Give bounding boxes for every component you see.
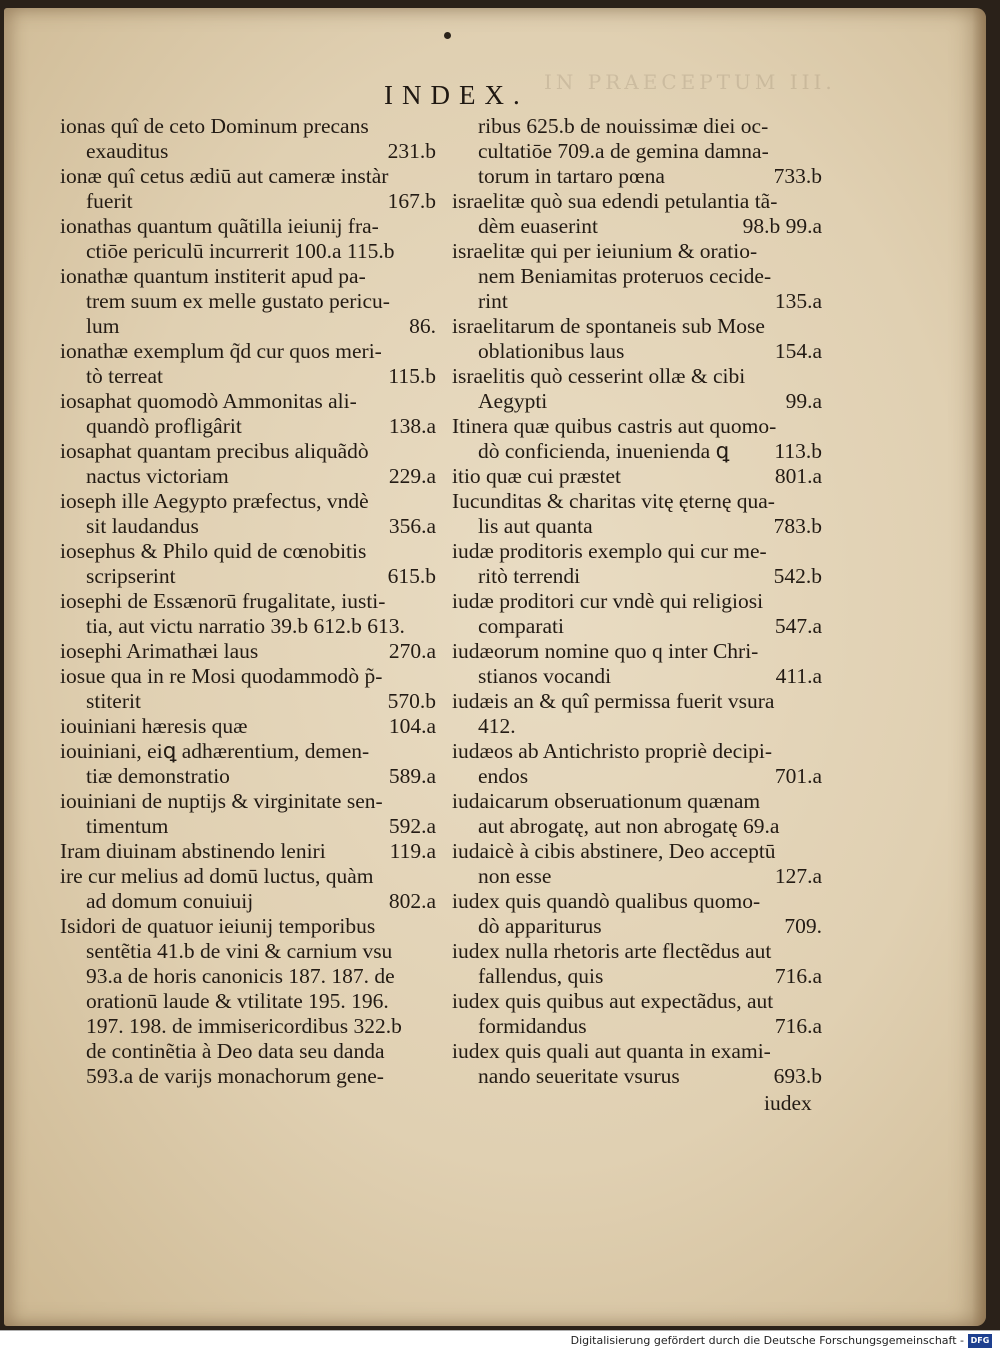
page-reference: 802.a bbox=[388, 889, 436, 913]
entry-text: scripserint bbox=[86, 564, 176, 588]
page-reference: 411.a bbox=[775, 664, 822, 688]
entry-text: iudæis an & quî permissa fuerit vsura bbox=[452, 689, 775, 713]
page-reference: 570.b bbox=[387, 689, 436, 713]
index-entry-line bbox=[452, 914, 822, 939]
index-entry-line bbox=[60, 439, 436, 464]
entry-text: Aegypti bbox=[478, 389, 548, 413]
entry-text: ionathas quantum quãtilla ieiunij fra- bbox=[60, 214, 379, 238]
entry-text: lum bbox=[86, 314, 120, 338]
index-entry-line bbox=[452, 589, 822, 614]
index-entry-line bbox=[452, 314, 822, 339]
catchword: iudex bbox=[764, 1091, 812, 1115]
entry-text: orationū laude & vtilitate 195. 196. bbox=[86, 989, 389, 1013]
page-reference: 701.a bbox=[774, 764, 822, 788]
entry-text: iosephus & Philo quid de cœnobitis bbox=[60, 539, 367, 563]
entry-text: sit laudandus bbox=[86, 514, 199, 538]
entry-text: cultatiōe 709.a de gemina damna- bbox=[478, 139, 769, 163]
page-reference: 542.b bbox=[773, 564, 822, 588]
book-page bbox=[4, 8, 986, 1326]
ornament-mark bbox=[444, 32, 451, 39]
entry-text: fallendus, quis bbox=[478, 964, 604, 988]
entry-text: israelitæ qui per ieiunium & oratio- bbox=[452, 239, 758, 263]
index-entry-line bbox=[60, 939, 436, 964]
index-entry-line bbox=[452, 514, 822, 539]
entry-text: tiæ demonstratio bbox=[86, 764, 230, 788]
page-reference: 783.b bbox=[773, 514, 822, 538]
index-entry-line bbox=[60, 864, 436, 889]
index-entry-line bbox=[60, 964, 436, 989]
entry-text: ritò terrendi bbox=[478, 564, 581, 588]
index-entry-line bbox=[452, 289, 822, 314]
entry-text: stiterit bbox=[86, 689, 141, 713]
index-entry-line bbox=[452, 764, 822, 789]
entry-text: Isidori de quatuor ieiunij temporibus bbox=[60, 914, 376, 938]
index-entry-line bbox=[60, 789, 436, 814]
entry-text: iudaicè à cibis abstinere, Deo acceptū bbox=[452, 839, 776, 863]
page-reference: 104.a bbox=[388, 714, 436, 738]
entry-text: rint bbox=[478, 289, 508, 313]
index-entry-line bbox=[60, 514, 436, 539]
entry-text: iudæ proditori cur vndè qui religiosi bbox=[452, 589, 764, 613]
entry-text: iudex nulla rhetoris arte flectẽdus aut bbox=[452, 939, 772, 963]
page-reference: 135.a bbox=[774, 289, 822, 313]
entry-text: iudex quis quali aut quanta in exami- bbox=[452, 1039, 771, 1063]
page-reference: 154.a bbox=[774, 339, 822, 363]
index-entry-line bbox=[452, 614, 822, 639]
index-entry-line bbox=[452, 1039, 822, 1064]
entry-text: iudex quis quandò qualibus quomo- bbox=[452, 889, 761, 913]
index-entry-line bbox=[60, 714, 436, 739]
index-entry-line bbox=[452, 1064, 822, 1089]
index-entry-line bbox=[452, 814, 822, 839]
index-entry-line bbox=[452, 939, 822, 964]
entry-text: israelitæ quò sua edendi petulantia tã- bbox=[452, 189, 778, 213]
entry-text: dò conficienda, inuenienda ꝗ bbox=[478, 439, 730, 463]
entry-text: ctiōe periculū incurrerit 100.a 115.b bbox=[86, 239, 395, 263]
index-entry-line bbox=[452, 1014, 822, 1039]
index-entry-line bbox=[60, 664, 436, 689]
page-reference: 589.a bbox=[388, 764, 436, 788]
index-entry-line bbox=[60, 1039, 436, 1064]
entry-text: iosaphat quantam precibus aliquãdò bbox=[60, 439, 369, 463]
index-entry-line bbox=[452, 664, 822, 689]
index-entry-line bbox=[60, 814, 436, 839]
entry-text: Itinera quæ quibus castris aut quomo- bbox=[452, 414, 777, 438]
index-entry-line bbox=[60, 689, 436, 714]
page-reference: 86. bbox=[409, 314, 436, 338]
dfg-logo: DFG bbox=[968, 1334, 992, 1348]
entry-text: dèm euaserint bbox=[478, 214, 598, 238]
index-entry-line bbox=[60, 489, 436, 514]
entry-text: iosaphat quomodò Ammonitas ali- bbox=[60, 389, 357, 413]
page-reference: 229.a bbox=[388, 464, 436, 488]
entry-text: tò terreat bbox=[86, 364, 163, 388]
page-reference: 119.a bbox=[389, 839, 436, 863]
index-entry-line bbox=[452, 264, 822, 289]
index-entry-line bbox=[60, 889, 436, 914]
index-entry-line bbox=[60, 1014, 436, 1039]
entry-text: ad domum conuiuij bbox=[86, 889, 254, 913]
entry-text: 593.a de varijs monachorum gene- bbox=[86, 1064, 384, 1088]
entry-text: torum in tartaro pœna bbox=[478, 164, 665, 188]
entry-text: ionathæ exemplum q̃d cur quos meri- bbox=[60, 339, 382, 363]
entry-text: non esse bbox=[478, 864, 552, 888]
index-entry-line bbox=[452, 439, 822, 464]
index-entry-line bbox=[452, 389, 822, 414]
entry-text: dò appariturus bbox=[478, 914, 602, 938]
running-head: INDEX. bbox=[384, 80, 529, 110]
entry-text: ionathæ quantum institerit apud pa- bbox=[60, 264, 366, 288]
entry-text: stianos vocandi bbox=[478, 664, 612, 688]
index-entry-line bbox=[60, 564, 436, 589]
index-entry-line bbox=[452, 564, 822, 589]
entry-text: endos bbox=[478, 764, 529, 788]
index-entry-line bbox=[60, 139, 436, 164]
page-reference: 138.a bbox=[388, 414, 436, 438]
entry-text: comparati bbox=[478, 614, 564, 638]
index-column-right bbox=[452, 114, 822, 1089]
entry-text: iudæ proditoris exemplo qui cur me- bbox=[452, 539, 767, 563]
page-reference: 98.b 99.a bbox=[742, 214, 822, 238]
index-entry-line bbox=[60, 464, 436, 489]
entry-text: iudæorum nomine quo q inter Chri- bbox=[452, 639, 759, 663]
entry-text: ionas quî de ceto Dominum precans bbox=[60, 114, 369, 138]
page-reference: 231.b bbox=[387, 139, 436, 163]
page-reference: 716.a bbox=[774, 1014, 822, 1038]
page-reference: 356.a bbox=[388, 514, 436, 538]
entry-text: itio quæ cui præstet bbox=[452, 464, 622, 488]
page-edge-shadow bbox=[972, 8, 986, 1326]
footer-credit: Digitalisierung gefördert durch die Deutsche Forschungsgemeinschaft - bbox=[570, 1334, 964, 1347]
entry-text: ioseph ille Aegypto præfectus, vndè bbox=[60, 489, 369, 513]
entry-text: israelitarum de spontaneis sub Mose bbox=[452, 314, 765, 338]
index-entry-line bbox=[452, 139, 822, 164]
entry-text: formidandus bbox=[478, 1014, 587, 1038]
entry-text: sentẽtia 41.b de vini & carnium vsu bbox=[86, 939, 393, 963]
index-entry-line bbox=[452, 464, 822, 489]
index-entry-line bbox=[452, 414, 822, 439]
entry-text: trem suum ex melle gustato pericu- bbox=[86, 289, 390, 313]
index-entry-line bbox=[60, 189, 436, 214]
page-reference: 615.b bbox=[387, 564, 436, 588]
entry-text: iudaicarum obseruationum quænam bbox=[452, 789, 761, 813]
page-reference: 693.b bbox=[773, 1064, 822, 1088]
bleed-through-heading: IN PRAECEPTUM III. bbox=[544, 70, 836, 94]
entry-text: 412. bbox=[478, 714, 516, 738]
index-entry-line bbox=[452, 489, 822, 514]
index-entry-line bbox=[60, 589, 436, 614]
entry-text: oblationibus laus bbox=[478, 339, 625, 363]
index-entry-line bbox=[60, 739, 436, 764]
index-entry-line bbox=[60, 414, 436, 439]
page-reference: 709. bbox=[784, 914, 822, 938]
index-entry-line bbox=[60, 364, 436, 389]
entry-text: lis aut quanta bbox=[478, 514, 593, 538]
index-entry-line bbox=[60, 989, 436, 1014]
page-reference: 270.a bbox=[388, 639, 436, 663]
page-reference: 167.b bbox=[387, 189, 436, 213]
index-entry-line bbox=[60, 339, 436, 364]
index-entry-line bbox=[60, 289, 436, 314]
entry-text: 197. 198. de immisericordibus 322.b bbox=[86, 1014, 402, 1038]
entry-text: fuerit bbox=[86, 189, 133, 213]
entry-text: ionæ quî cetus ædiū aut cameræ instàr bbox=[60, 164, 389, 188]
index-entry-line bbox=[60, 164, 436, 189]
index-entry-line bbox=[60, 314, 436, 339]
index-entry-line bbox=[452, 364, 822, 389]
entry-text: iouiniani hæresis quæ bbox=[60, 714, 248, 738]
index-entry-line bbox=[60, 114, 436, 139]
index-entry-line bbox=[452, 114, 822, 139]
entry-text: aut abrogatę, aut non abrogatę 69.a bbox=[478, 814, 780, 838]
index-entry-line bbox=[452, 739, 822, 764]
entry-text: nem Beniamitas proteruos cecide- bbox=[478, 264, 772, 288]
index-entry-line bbox=[452, 639, 822, 664]
index-entry-line bbox=[452, 539, 822, 564]
entry-text: iosue qua in re Mosi quodammodò p̃- bbox=[60, 664, 383, 688]
page-reference: 716.a bbox=[774, 964, 822, 988]
index-entry-line bbox=[60, 764, 436, 789]
entry-text: exauditus bbox=[86, 139, 169, 163]
entry-text: iouiniani, eiꝗ adhærentium, demen- bbox=[60, 739, 370, 763]
index-entry-line bbox=[452, 689, 822, 714]
index-entry-line bbox=[60, 389, 436, 414]
index-entry-line bbox=[60, 914, 436, 939]
index-entry-line bbox=[60, 539, 436, 564]
entry-text: nactus victoriam bbox=[86, 464, 229, 488]
entry-text: Iram diuinam abstinendo leniri bbox=[60, 839, 326, 863]
index-entry-line bbox=[452, 839, 822, 864]
index-entry-line bbox=[452, 989, 822, 1014]
index-entry-line bbox=[452, 889, 822, 914]
index-entry-line bbox=[60, 214, 436, 239]
index-entry-line bbox=[452, 239, 822, 264]
page-reference: 113.b bbox=[774, 439, 822, 463]
entry-text: Iucunditas & charitas vitę ęternę qua- bbox=[452, 489, 775, 513]
entry-text: iosephi Arimathæi laus bbox=[60, 639, 259, 663]
entry-text: timentum bbox=[86, 814, 169, 838]
page-reference: 733.b bbox=[773, 164, 822, 188]
page-reference: 547.a bbox=[774, 614, 822, 638]
page-reference: 115.b bbox=[388, 364, 436, 388]
index-entry-line bbox=[60, 239, 436, 264]
page-reference: 592.a bbox=[388, 814, 436, 838]
page-reference: 801.a bbox=[774, 464, 822, 488]
page-reference: 99.a bbox=[785, 389, 822, 413]
entry-text: iudæos ab Antichristo propriè decipi- bbox=[452, 739, 773, 763]
index-entry-line bbox=[60, 1064, 436, 1089]
index-entry-line bbox=[452, 214, 822, 239]
entry-text: tia, aut victu narratio 39.b 612.b 613. bbox=[86, 614, 405, 638]
entry-text: iouiniani de nuptijs & virginitate sen- bbox=[60, 789, 383, 813]
index-entry-line bbox=[452, 789, 822, 814]
index-entry-line bbox=[452, 964, 822, 989]
page-reference: 127.a bbox=[774, 864, 822, 888]
entry-text: de continẽtia à Deo data seu danda bbox=[86, 1039, 385, 1063]
entry-text: iosephi de Essænorū frugalitate, iusti- bbox=[60, 589, 386, 613]
entry-text: ire cur melius ad domū luctus, quàm bbox=[60, 864, 374, 888]
index-entry-line bbox=[452, 714, 822, 739]
entry-text: quandò profligârit bbox=[86, 414, 242, 438]
index-entry-line bbox=[452, 339, 822, 364]
index-entry-line bbox=[60, 639, 436, 664]
entry-text: iudex quis quibus aut expectãdus, aut bbox=[452, 989, 774, 1013]
entry-text: israelitis quò cesserint ollæ & cibi bbox=[452, 364, 746, 388]
index-entry-line bbox=[452, 189, 822, 214]
index-entry-line bbox=[452, 164, 822, 189]
entry-text: 93.a de horis canonicis 187. 187. de bbox=[86, 964, 395, 988]
entry-text: ribus 625.b de nouissimæ diei oc- bbox=[478, 114, 769, 138]
index-entry-line bbox=[60, 614, 436, 639]
index-entry-line bbox=[60, 839, 436, 864]
digitization-footer bbox=[0, 1330, 1000, 1352]
index-entry-line bbox=[452, 864, 822, 889]
index-entry-line bbox=[60, 264, 436, 289]
entry-text: nando seueritate vsurus bbox=[478, 1064, 680, 1088]
index-column-left bbox=[60, 114, 436, 1089]
